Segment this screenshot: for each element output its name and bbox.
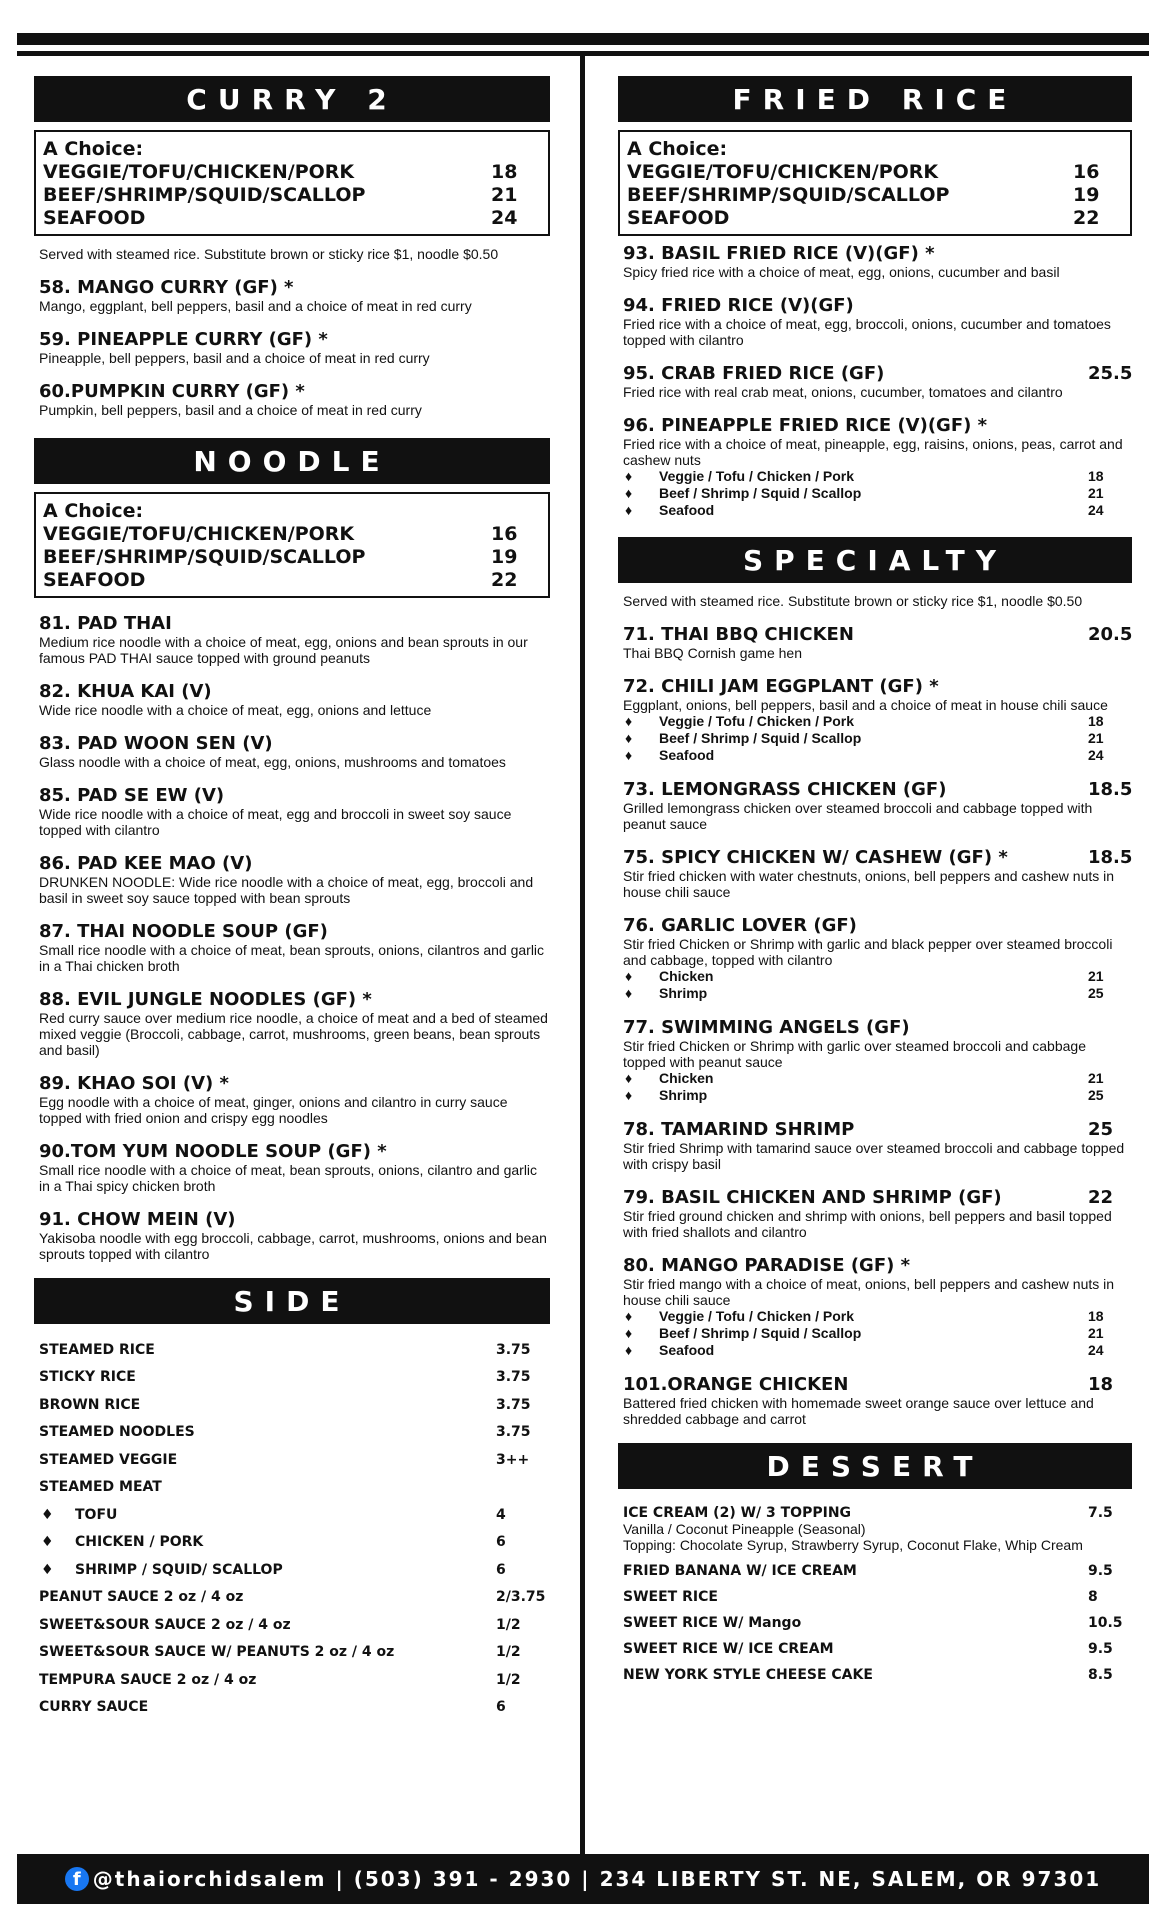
choice-price: 22	[1073, 207, 1100, 229]
item-heading	[39, 614, 550, 634]
option-price: 18	[1088, 468, 1104, 484]
item-description: Pumpkin, bell peppers, basil and a choice of meat in red curry	[39, 402, 422, 418]
menu-item	[623, 1120, 1132, 1172]
menu-item	[39, 614, 550, 666]
dessert-item	[623, 1563, 1132, 1579]
item-description: Stir fried Shrimp with tamarind sauce over steamed broccoli and cabbage topped with crispy basil	[623, 1140, 1125, 1172]
dessert-price: 10.5	[1088, 1615, 1123, 1631]
choice-price: 21	[491, 184, 518, 206]
side-row	[39, 1501, 550, 1529]
menu-item	[39, 330, 550, 366]
item-heading	[39, 278, 550, 298]
item-description: Red curry sauce over medium rice noodle, a choice of meat and a bed of steamed mixed veggie (Broccoli, cabbage, carrot, mushrooms, green beans, bean sprouts and basil)	[39, 1010, 548, 1058]
diamond-bullet-icon: ♦	[625, 730, 633, 746]
footer-contact: @thaiorchidsalem | (503) 391 - 2930 | 234 LIBERTY ST. NE, SALEM, OR 97301	[92, 1867, 1102, 1891]
item-option	[623, 713, 1132, 730]
curry-section	[34, 76, 550, 418]
choice-name: VEGGIE/TOFU/CHICKEN/PORK	[43, 161, 355, 183]
choice-price: 18	[491, 161, 518, 183]
item-title: 85. PAD SE EW (V)	[39, 785, 225, 806]
option-price: 24	[1088, 1342, 1104, 1358]
side-row	[39, 1611, 550, 1639]
item-title: 93. BASIL FRIED RICE (V)(GF) *	[623, 243, 935, 264]
dessert-row	[623, 1589, 1132, 1605]
dessert-name: SWEET RICE W/ ICE CREAM	[623, 1641, 834, 1657]
choice-row	[43, 569, 541, 592]
menu-item	[39, 278, 550, 314]
menu-item	[623, 1018, 1132, 1104]
side-row	[39, 1364, 550, 1392]
item-description: Medium rice noodle with a choice of meat, egg, onions and bean sprouts in our famous PAD THAI sauce topped with ground peanuts	[39, 634, 528, 666]
item-heading	[39, 682, 550, 702]
option-name: Shrimp	[659, 1087, 708, 1103]
item-description: Stir fried Chicken or Shrimp with garlic over steamed broccoli and cabbage topped with peanut sauce	[623, 1038, 1086, 1070]
item-price: 18.5	[1088, 847, 1133, 868]
side-name: STEAMED RICE	[39, 1341, 155, 1358]
item-description: Stir fried Chicken or Shrimp with garlic and black pepper over steamed broccoli and cabbage, topped with cilantro	[623, 936, 1113, 968]
item-description: DRUNKEN NOODLE: Wide rice noodle with a choice of meat, egg, broccoli and basil in sweet soy sauce topped with bean sprouts	[39, 874, 534, 906]
side-price: 1/2	[496, 1644, 521, 1661]
item-title: 91. CHOW MEIN (V)	[39, 1209, 236, 1230]
choice-row	[43, 184, 541, 207]
side-name: BROWN RICE	[39, 1396, 141, 1413]
option-name: Shrimp	[659, 985, 708, 1001]
item-option	[623, 468, 1132, 485]
dessert-name: SWEET RICE W/ Mango	[623, 1615, 802, 1631]
dessert-price: 9.5	[1088, 1563, 1113, 1579]
side-row	[39, 1336, 550, 1364]
item-title: 71. THAI BBQ CHICKEN	[623, 624, 854, 645]
item-description: Stir fried ground chicken and shrimp with onions, bell peppers and basil topped with fried shallots and cilantro	[623, 1208, 1112, 1240]
item-option	[623, 747, 1132, 764]
menu-item	[39, 734, 550, 770]
item-description: Wide rice noodle with a choice of meat, egg, onions and lettuce	[39, 702, 432, 718]
side-price: 3.75	[496, 1369, 531, 1386]
diamond-bullet-icon: ♦	[625, 985, 633, 1001]
option-price: 24	[1088, 502, 1104, 518]
option-name: Seafood	[659, 1342, 715, 1358]
diamond-bullet-icon: ♦	[625, 485, 633, 501]
item-title: 90.TOM YUM NOODLE SOUP (GF) *	[39, 1141, 387, 1162]
side-price: 3.75	[496, 1424, 531, 1441]
option-price: 21	[1088, 968, 1104, 984]
side-price: 1/2	[496, 1671, 521, 1688]
choice-row	[627, 207, 1123, 230]
side-row	[39, 1584, 550, 1612]
side-row	[39, 1529, 550, 1557]
diamond-bullet-icon: ♦	[625, 502, 633, 518]
diamond-bullet-icon: ♦	[625, 468, 633, 484]
side-name: PEANUT SAUCE 2 oz / 4 oz	[39, 1589, 244, 1606]
choice-name: BEEF/SHRIMP/SQUID/SCALLOP	[627, 184, 950, 206]
item-heading	[623, 916, 1132, 936]
menu-item	[39, 922, 550, 974]
choice-price: 16	[1073, 161, 1100, 183]
section-note: Served with steamed rice. Substitute brown or sticky rice $1, noodle $0.50	[623, 593, 1083, 609]
item-heading	[39, 1074, 550, 1094]
item-title: 94. FRIED RICE (V)(GF)	[623, 295, 854, 316]
column-divider	[580, 56, 585, 1854]
side-price: 2/3.75	[496, 1589, 546, 1606]
item-description: Small rice noodle with a choice of meat, bean sprouts, onions, cilantros and garlic in a Thai chicken broth	[39, 942, 545, 974]
item-description: Stir fried mango with a choice of meat, onions, bell peppers and cashew nuts in house chili sauce	[623, 1276, 1115, 1308]
option-name: Chicken	[659, 968, 714, 984]
item-title: 86. PAD KEE MAO (V)	[39, 853, 253, 874]
footer-bar	[17, 1854, 1149, 1904]
choice-price: 19	[491, 546, 518, 568]
item-description: Yakisoba noodle with egg broccoli, cabbage, carrot, mushrooms, onions and bean sprouts topped with cilantro	[39, 1230, 547, 1262]
dessert-list	[623, 1505, 1132, 1683]
dessert-name: FRIED BANANA W/ ICE CREAM	[623, 1563, 857, 1579]
option-price: 21	[1088, 1070, 1104, 1086]
dessert-name: NEW YORK STYLE CHEESE CAKE	[623, 1667, 873, 1683]
item-description: Wide rice noodle with a choice of meat, egg and broccoli in sweet soy sauce topped with cilantro	[39, 806, 512, 838]
choice-box	[34, 130, 550, 236]
menu-item	[623, 916, 1132, 1002]
item-option	[623, 1325, 1132, 1342]
side-name: SWEET&SOUR SAUCE 2 oz / 4 oz	[39, 1616, 291, 1633]
option-name: Seafood	[659, 747, 715, 763]
side-row	[39, 1556, 550, 1584]
option-price: 18	[1088, 713, 1104, 729]
dessert-price: 8.5	[1088, 1667, 1113, 1683]
diamond-bullet-icon: ♦	[625, 1308, 633, 1324]
choice-price: 19	[1073, 184, 1100, 206]
choice-row	[43, 207, 541, 230]
option-name: Beef / Shrimp / Squid / Scallop	[659, 1325, 862, 1341]
item-title: 76. GARLIC LOVER (GF)	[623, 915, 857, 936]
option-name: Beef / Shrimp / Squid / Scallop	[659, 485, 862, 501]
section-note: Served with steamed rice. Substitute brown or sticky rice $1, noodle $0.50	[39, 246, 499, 262]
option-name: Veggie / Tofu / Chicken / Pork	[659, 713, 855, 729]
item-description: Battered fried chicken with homemade sweet orange sauce over lettuce and shredded cabbage and carrot	[623, 1395, 1094, 1427]
item-option	[623, 485, 1132, 502]
item-heading	[623, 1375, 1132, 1395]
menu-item	[623, 244, 1132, 280]
item-option	[623, 968, 1132, 985]
dessert-row	[623, 1615, 1132, 1631]
item-title: 89. KHAO SOI (V) *	[39, 1073, 229, 1094]
choice-name: BEEF/SHRIMP/SQUID/SCALLOP	[43, 184, 366, 206]
side-price: 3++	[496, 1451, 530, 1468]
choice-price: 24	[491, 207, 518, 229]
menu-item	[39, 682, 550, 718]
item-heading	[623, 848, 1132, 868]
diamond-bullet-icon: ♦	[625, 1342, 633, 1358]
item-price: 20.5	[1088, 624, 1133, 645]
item-heading	[39, 990, 550, 1010]
choice-label: A Choice:	[43, 500, 144, 522]
item-title: 81. PAD THAI	[39, 613, 172, 634]
side-name: SWEET&SOUR SAUCE W/ PEANUTS 2 oz / 4 oz	[39, 1644, 395, 1661]
option-price: 21	[1088, 1325, 1104, 1341]
menu-item	[623, 1188, 1132, 1240]
item-heading	[39, 382, 550, 402]
menu-item	[39, 1142, 550, 1194]
dessert-detail: Topping: Chocolate Syrup, Strawberry Syrup, Coconut Flake, Whip Cream	[623, 1537, 1083, 1553]
section-banner: FRIED RICE	[618, 76, 1132, 122]
choice-label: A Choice:	[43, 138, 144, 160]
side-row	[39, 1419, 550, 1447]
side-price: 6	[496, 1699, 506, 1716]
diamond-bullet-icon: ♦	[41, 1561, 54, 1578]
item-description: Mango, eggplant, bell peppers, basil and a choice of meat in red curry	[39, 298, 472, 314]
side-name: STICKY RICE	[39, 1369, 136, 1386]
option-name: Veggie / Tofu / Chicken / Pork	[659, 468, 855, 484]
option-name: Seafood	[659, 502, 715, 518]
item-title: 88. EVIL JUNGLE NOODLES (GF) *	[39, 989, 372, 1010]
side-name: STEAMED NOODLES	[39, 1424, 195, 1441]
item-heading	[623, 296, 1132, 316]
item-heading	[623, 416, 1132, 436]
item-title: 73. LEMONGRASS CHICKEN (GF)	[623, 779, 947, 800]
item-option	[623, 985, 1132, 1002]
item-description: Spicy fried rice with a choice of meat, egg, onions, cucumber and basil	[623, 264, 1060, 280]
side-price: 4	[496, 1506, 506, 1523]
dessert-item	[623, 1667, 1132, 1683]
side-row	[39, 1666, 550, 1694]
item-heading	[623, 780, 1132, 800]
section-banner: CURRY 2	[34, 76, 550, 122]
side-name: STEAMED MEAT	[39, 1479, 162, 1496]
option-price: 21	[1088, 485, 1104, 501]
menu-item	[623, 296, 1132, 348]
diamond-bullet-icon: ♦	[41, 1534, 54, 1551]
item-heading	[623, 1256, 1132, 1276]
item-heading	[39, 922, 550, 942]
diamond-bullet-icon: ♦	[625, 968, 633, 984]
dessert-price: 9.5	[1088, 1641, 1113, 1657]
top-rule	[17, 33, 1149, 45]
dessert-price: 8	[1088, 1589, 1098, 1605]
menu-item	[39, 382, 550, 418]
item-heading	[623, 1018, 1132, 1038]
item-option	[623, 1070, 1132, 1087]
side-name: CURRY SAUCE	[39, 1699, 149, 1716]
option-price: 24	[1088, 747, 1104, 763]
dessert-name: ICE CREAM (2) W/ 3 TOPPING	[623, 1505, 852, 1521]
item-description: Fried rice with a choice of meat, pineapple, egg, raisins, onions, peas, carrot and cashew nuts	[623, 436, 1123, 468]
dessert-price: 7.5	[1088, 1505, 1113, 1521]
item-title: 72. CHILI JAM EGGPLANT (GF) *	[623, 676, 939, 697]
dessert-row	[623, 1563, 1132, 1579]
item-price: 25.5	[1088, 363, 1133, 384]
fried-rice-section	[618, 76, 1132, 519]
option-price: 25	[1088, 985, 1104, 1001]
dessert-item	[623, 1589, 1132, 1605]
facebook-icon[interactable]: f	[65, 1867, 89, 1891]
side-row	[39, 1446, 550, 1474]
item-description: Thai BBQ Cornish game hen	[623, 645, 802, 661]
item-title: 82. KHUA KAI (V)	[39, 681, 212, 702]
choice-row	[627, 161, 1123, 184]
item-title: 96. PINEAPPLE FRIED RICE (V)(GF) *	[623, 415, 988, 436]
choice-box	[34, 492, 550, 598]
dessert-detail: Vanilla / Coconut Pineapple (Seasonal)	[623, 1521, 866, 1537]
item-price: 18.5	[1088, 779, 1133, 800]
choice-name: SEAFOOD	[627, 207, 730, 229]
option-name: Beef / Shrimp / Squid / Scallop	[659, 730, 862, 746]
item-description: Small rice noodle with a choice of meat, bean sprouts, onions, cilantro and garlic in a Thai spicy chicken broth	[39, 1162, 538, 1194]
choice-label: A Choice:	[627, 138, 728, 160]
side-row	[39, 1391, 550, 1419]
option-price: 25	[1088, 1087, 1104, 1103]
item-title: 79. BASIL CHICKEN AND SHRIMP (GF)	[623, 1187, 1002, 1208]
dessert-row	[623, 1505, 1132, 1521]
menu-item	[623, 364, 1132, 400]
dessert-item	[623, 1641, 1132, 1657]
dessert-row	[623, 1667, 1132, 1683]
menu-item	[39, 990, 550, 1058]
option-price: 21	[1088, 730, 1104, 746]
item-title: 101.ORANGE CHICKEN	[623, 1374, 849, 1395]
diamond-bullet-icon: ♦	[625, 1325, 633, 1341]
item-description: Fried rice with real crab meat, onions, cucumber, tomatoes and cilantro	[623, 384, 1063, 400]
side-price: 3.75	[496, 1396, 531, 1413]
item-title: 59. PINEAPPLE CURRY (GF) *	[39, 329, 328, 350]
choice-name: VEGGIE/TOFU/CHICKEN/PORK	[627, 161, 939, 183]
section-banner: DESSERT	[618, 1443, 1132, 1489]
side-row	[39, 1694, 550, 1722]
dessert-row	[623, 1641, 1132, 1657]
item-option	[623, 502, 1132, 519]
choice-box	[618, 130, 1132, 236]
section-banner: NOODLE	[34, 438, 550, 484]
menu-item	[39, 1074, 550, 1126]
choice-name: SEAFOOD	[43, 569, 146, 591]
side-price: 6	[496, 1534, 506, 1551]
menu-item	[39, 854, 550, 906]
option-price: 18	[1088, 1308, 1104, 1324]
dessert-item	[623, 1505, 1132, 1553]
dessert-item	[623, 1615, 1132, 1631]
dessert-section	[618, 1443, 1132, 1683]
side-price: 3.75	[496, 1341, 531, 1358]
menu-item	[39, 1210, 550, 1262]
specialty-section	[618, 537, 1132, 1427]
choice-name: BEEF/SHRIMP/SQUID/SCALLOP	[43, 546, 366, 568]
menu-item	[623, 848, 1132, 900]
right-column	[618, 76, 1132, 1693]
side-name: TOFU	[75, 1506, 118, 1523]
item-title: 58. MANGO CURRY (GF) *	[39, 277, 294, 298]
item-option	[623, 1308, 1132, 1325]
item-heading	[39, 734, 550, 754]
choice-row	[43, 161, 541, 184]
item-description: Egg noodle with a choice of meat, ginger, onions and cilantro in curry sauce topped with fried onion and crispy egg noodles	[39, 1094, 508, 1126]
dessert-name: SWEET RICE	[623, 1589, 718, 1605]
item-heading	[623, 1120, 1132, 1140]
item-heading	[39, 786, 550, 806]
side-price: 1/2	[496, 1616, 521, 1633]
option-name: Chicken	[659, 1070, 714, 1086]
item-option	[623, 1087, 1132, 1104]
side-price: 6	[496, 1561, 506, 1578]
item-description: Grilled lemongrass chicken over steamed broccoli and cabbage topped with peanut sauce	[623, 800, 1093, 832]
choice-row	[627, 184, 1123, 207]
side-name: STEAMED VEGGIE	[39, 1451, 178, 1468]
item-title: 60.PUMPKIN CURRY (GF) *	[39, 381, 305, 402]
item-heading	[623, 364, 1132, 384]
item-heading	[623, 244, 1132, 264]
item-heading	[39, 1210, 550, 1230]
side-row	[39, 1474, 550, 1502]
menu-item	[623, 1256, 1132, 1359]
item-description: Pineapple, bell peppers, basil and a choice of meat in red curry	[39, 350, 430, 366]
choice-name: VEGGIE/TOFU/CHICKEN/PORK	[43, 523, 355, 545]
choice-price: 16	[491, 523, 518, 545]
choice-row	[43, 546, 541, 569]
noodle-section	[34, 438, 550, 1262]
side-name: SHRIMP / SQUID/ SCALLOP	[75, 1561, 283, 1578]
item-price: 25	[1088, 1119, 1114, 1140]
item-option	[623, 730, 1132, 747]
item-heading	[39, 854, 550, 874]
diamond-bullet-icon: ♦	[41, 1506, 54, 1523]
diamond-bullet-icon: ♦	[625, 713, 633, 729]
option-name: Veggie / Tofu / Chicken / Pork	[659, 1308, 855, 1324]
item-price: 18	[1088, 1374, 1114, 1395]
side-name: TEMPURA SAUCE 2 oz / 4 oz	[39, 1671, 257, 1688]
item-price: 22	[1088, 1187, 1114, 1208]
side-list	[39, 1336, 550, 1721]
choice-row	[43, 523, 541, 546]
item-heading	[623, 677, 1132, 697]
item-description: Glass noodle with a choice of meat, egg, onions, mushrooms and tomatoes	[39, 754, 506, 770]
item-title: 77. SWIMMING ANGELS (GF)	[623, 1017, 910, 1038]
menu-item	[623, 1375, 1132, 1427]
item-title: 95. CRAB FRIED RICE (GF)	[623, 363, 885, 384]
section-banner: SPECIALTY	[618, 537, 1132, 583]
diamond-bullet-icon: ♦	[625, 747, 633, 763]
item-title: 87. THAI NOODLE SOUP (GF)	[39, 921, 328, 942]
menu-item	[623, 677, 1132, 764]
item-title: 75. SPICY CHICKEN W/ CASHEW (GF) *	[623, 847, 1008, 868]
item-title: 80. MANGO PARADISE (GF) *	[623, 1255, 911, 1276]
section-banner: SIDE	[34, 1278, 550, 1324]
item-heading	[623, 1188, 1132, 1208]
side-section	[34, 1278, 550, 1721]
item-option	[623, 1342, 1132, 1359]
menu-item	[39, 786, 550, 838]
menu-item	[623, 625, 1132, 661]
item-title: 83. PAD WOON SEN (V)	[39, 733, 273, 754]
item-description: Eggplant, onions, bell peppers, basil and a choice of meat in house chili sauce	[623, 697, 1108, 713]
item-heading	[39, 330, 550, 350]
side-row	[39, 1639, 550, 1667]
side-name: CHICKEN / PORK	[75, 1534, 204, 1551]
menu-item	[623, 780, 1132, 832]
left-column	[34, 76, 550, 1721]
diamond-bullet-icon: ♦	[625, 1070, 633, 1086]
choice-price: 22	[491, 569, 518, 591]
item-title: 78. TAMARIND SHRIMP	[623, 1119, 855, 1140]
item-heading	[623, 625, 1132, 645]
item-description: Fried rice with a choice of meat, egg, broccoli, onions, cucumber and tomatoes topped with cilantro	[623, 316, 1111, 348]
menu-item	[623, 416, 1132, 519]
item-description: Stir fried chicken with water chestnuts, onions, bell peppers and cashew nuts in house chili sauce	[623, 868, 1115, 900]
item-heading	[39, 1142, 550, 1162]
diamond-bullet-icon: ♦	[625, 1087, 633, 1103]
choice-name: SEAFOOD	[43, 207, 146, 229]
